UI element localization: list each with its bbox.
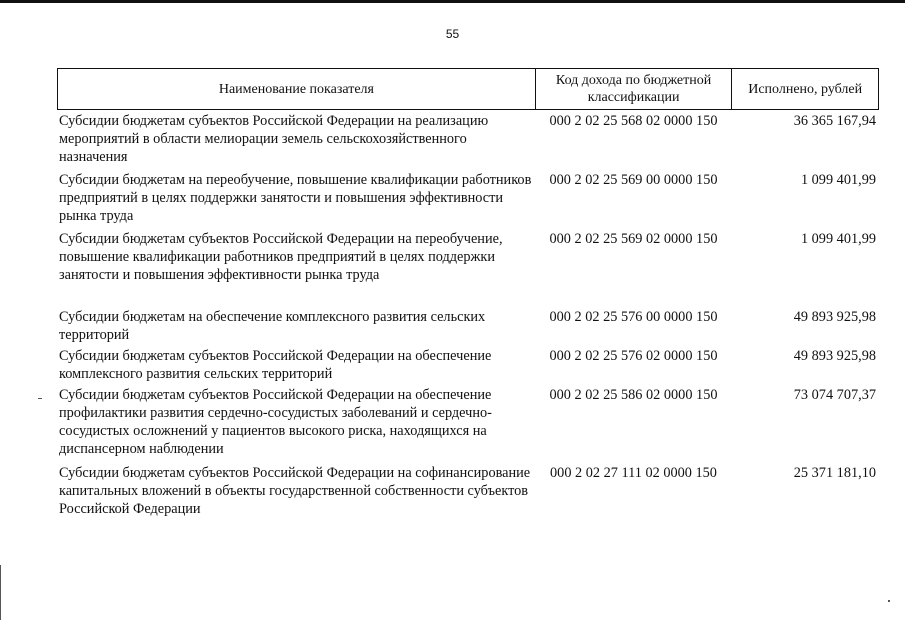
table-row [57,386,879,458]
scan-dash-mark [38,398,42,399]
table-row [57,464,879,518]
header-name: Наименование показателя [218,81,374,97]
table-row [57,308,879,344]
row-name: Субсидии бюджетам субъектов Российской Федерации на софинансирование капитальных вложений в объекты государственной собственности субъектов Российской Федерации [59,465,531,517]
scan-edge-mark [0,565,1,620]
row-amount: 73 074 707,37 [793,387,876,403]
header-amount: Исполнено, рублей [731,69,878,109]
row-code: 000 2 02 27 111 02 0000 150 [550,465,717,481]
table-row [57,171,879,225]
page-number: 55 [445,27,460,41]
table-header [57,68,879,110]
table-row [57,112,879,166]
row-name: Субсидии бюджетам на обеспечение комплексного развития сельских территорий [59,309,486,343]
row-amount: 49 893 925,98 [793,348,876,364]
row-name: Субсидии бюджетам на переобучение, повышение квалификации работников предприятий в целях поддержки занятости и повышения эффективности рынка труда [59,172,532,224]
row-code: 000 2 02 25 576 00 0000 150 [549,309,718,325]
row-code: 000 2 02 25 569 02 0000 150 [549,231,718,247]
row-name: Субсидии бюджетам субъектов Российской Федерации на обеспечение профилактики развития сердечно-сосудистых заболеваний и сердечно-сосудистых осложнений у пациентов высокого риска, находящихся на диспансерном наблюдении [59,387,492,457]
row-name: Субсидии бюджетам субъектов Российской Федерации на обеспечение комплексного развития сельских территорий [59,348,492,382]
scan-dot-mark [888,600,890,602]
row-amount: 1 099 401,99 [800,231,876,247]
row-code: 000 2 02 25 568 02 0000 150 [549,113,718,129]
header-code: Код дохода по бюджетной классификации [535,69,732,109]
row-name: Субсидии бюджетам субъектов Российской Федерации на переобучение, повышение квалификации работников предприятий в целях поддержки занятости и повышения эффективности рынка труда [59,231,503,283]
table-row [57,230,879,284]
row-code: 000 2 02 25 569 00 0000 150 [549,172,718,188]
row-amount: 25 371 181,10 [793,465,876,481]
row-amount: 36 365 167,94 [793,113,876,129]
row-amount: 1 099 401,99 [800,172,876,188]
table-row [57,347,879,383]
row-code: 000 2 02 25 586 02 0000 150 [549,387,718,403]
row-code: 000 2 02 25 576 02 0000 150 [549,348,718,364]
page-top-border [0,0,905,3]
row-amount: 49 893 925,98 [793,309,876,325]
row-name: Субсидии бюджетам субъектов Российской Федерации на реализацию мероприятий в области мелиорации земель сельскохозяйственного назначения [59,113,489,165]
